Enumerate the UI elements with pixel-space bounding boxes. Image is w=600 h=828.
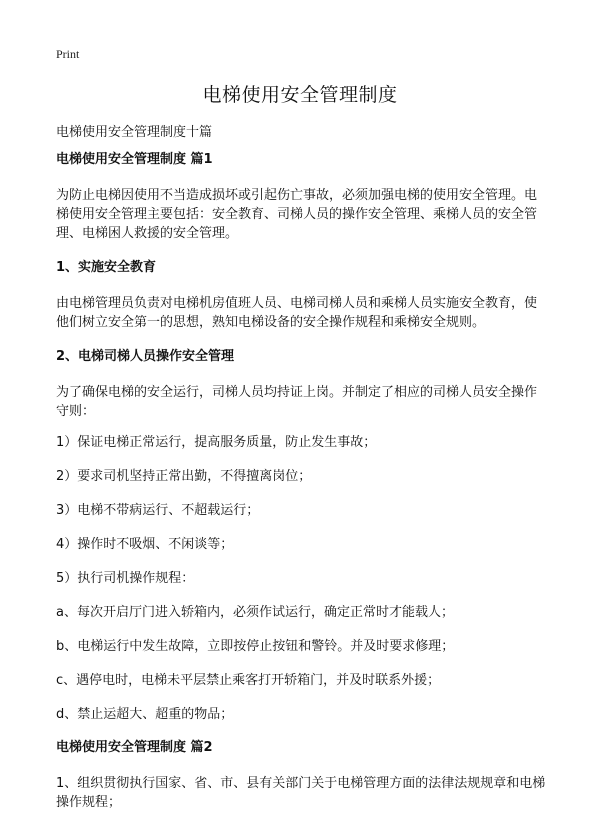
rule-item: 3）电梯不带病运行、不超载运行； [56,503,260,518]
document-body [56,151,546,828]
rule-item: 4）操作时不吸烟、不闲谈等； [56,537,234,552]
section1-heading: 1、实施安全教育 [56,260,157,275]
rule-item: 2）要求司机坚持正常出勤，不得擅离岗位； [56,469,312,484]
chapter1-heading: 电梯使用安全管理制度 篇1 [56,152,213,167]
document-title: 电梯使用安全管理制度 [202,84,398,106]
print-label[interactable]: Print [56,47,80,61]
section2-text: 为了确保电梯的安全运行，司梯人员均持证上岗。并制定了相应的司梯人员安全操作守则： [56,385,538,419]
procedure-item: b、电梯运行中发生故障，立即按停止按钮和警铃。并及时要求修理； [56,639,455,654]
rule-item: 1）保证电梯正常运行，提高服务质量，防止发生事故； [56,435,377,450]
procedure-item: c、遇停电时，电梯未平层禁止乘客打开轿箱门，并及时联系外援； [56,673,441,688]
chapter1-intro: 为防止电梯因使用不当造成损坏或引起伤亡事故，必须加强电梯的使用安全管理。电梯使用安全管理主要包括：安全教育、司梯人员的操作安全管理、乘梯人员的安全管理、电梯困人救援的安全管理。 [56,188,538,241]
procedure-item: a、每次开启厅门进入轿箱内，必须作试运行，确定正常时才能载人； [56,605,454,620]
section2-heading: 2、电梯司梯人员操作安全管理 [56,349,235,364]
procedure-item: d、禁止运超大、超重的物品； [56,707,234,722]
rule-item: 5）执行司机操作规程： [56,571,195,586]
document-subtitle: 电梯使用安全管理制度十篇 [56,125,213,140]
chapter2-heading: 电梯使用安全管理制度 篇2 [56,740,213,755]
section1-text: 由电梯管理员负责对电梯机房值班人员、电梯司梯人员和乘梯人员实施安全教育，使他们树立安全第一的思想，熟知电梯设备的安全操作规程和乘梯安全规则。 [56,296,538,330]
chapter2-item1: 1、组织贯彻执行国家、省、市、县有关部门关于电梯管理方面的法律法规规章和电梯操作规程； [56,776,546,810]
